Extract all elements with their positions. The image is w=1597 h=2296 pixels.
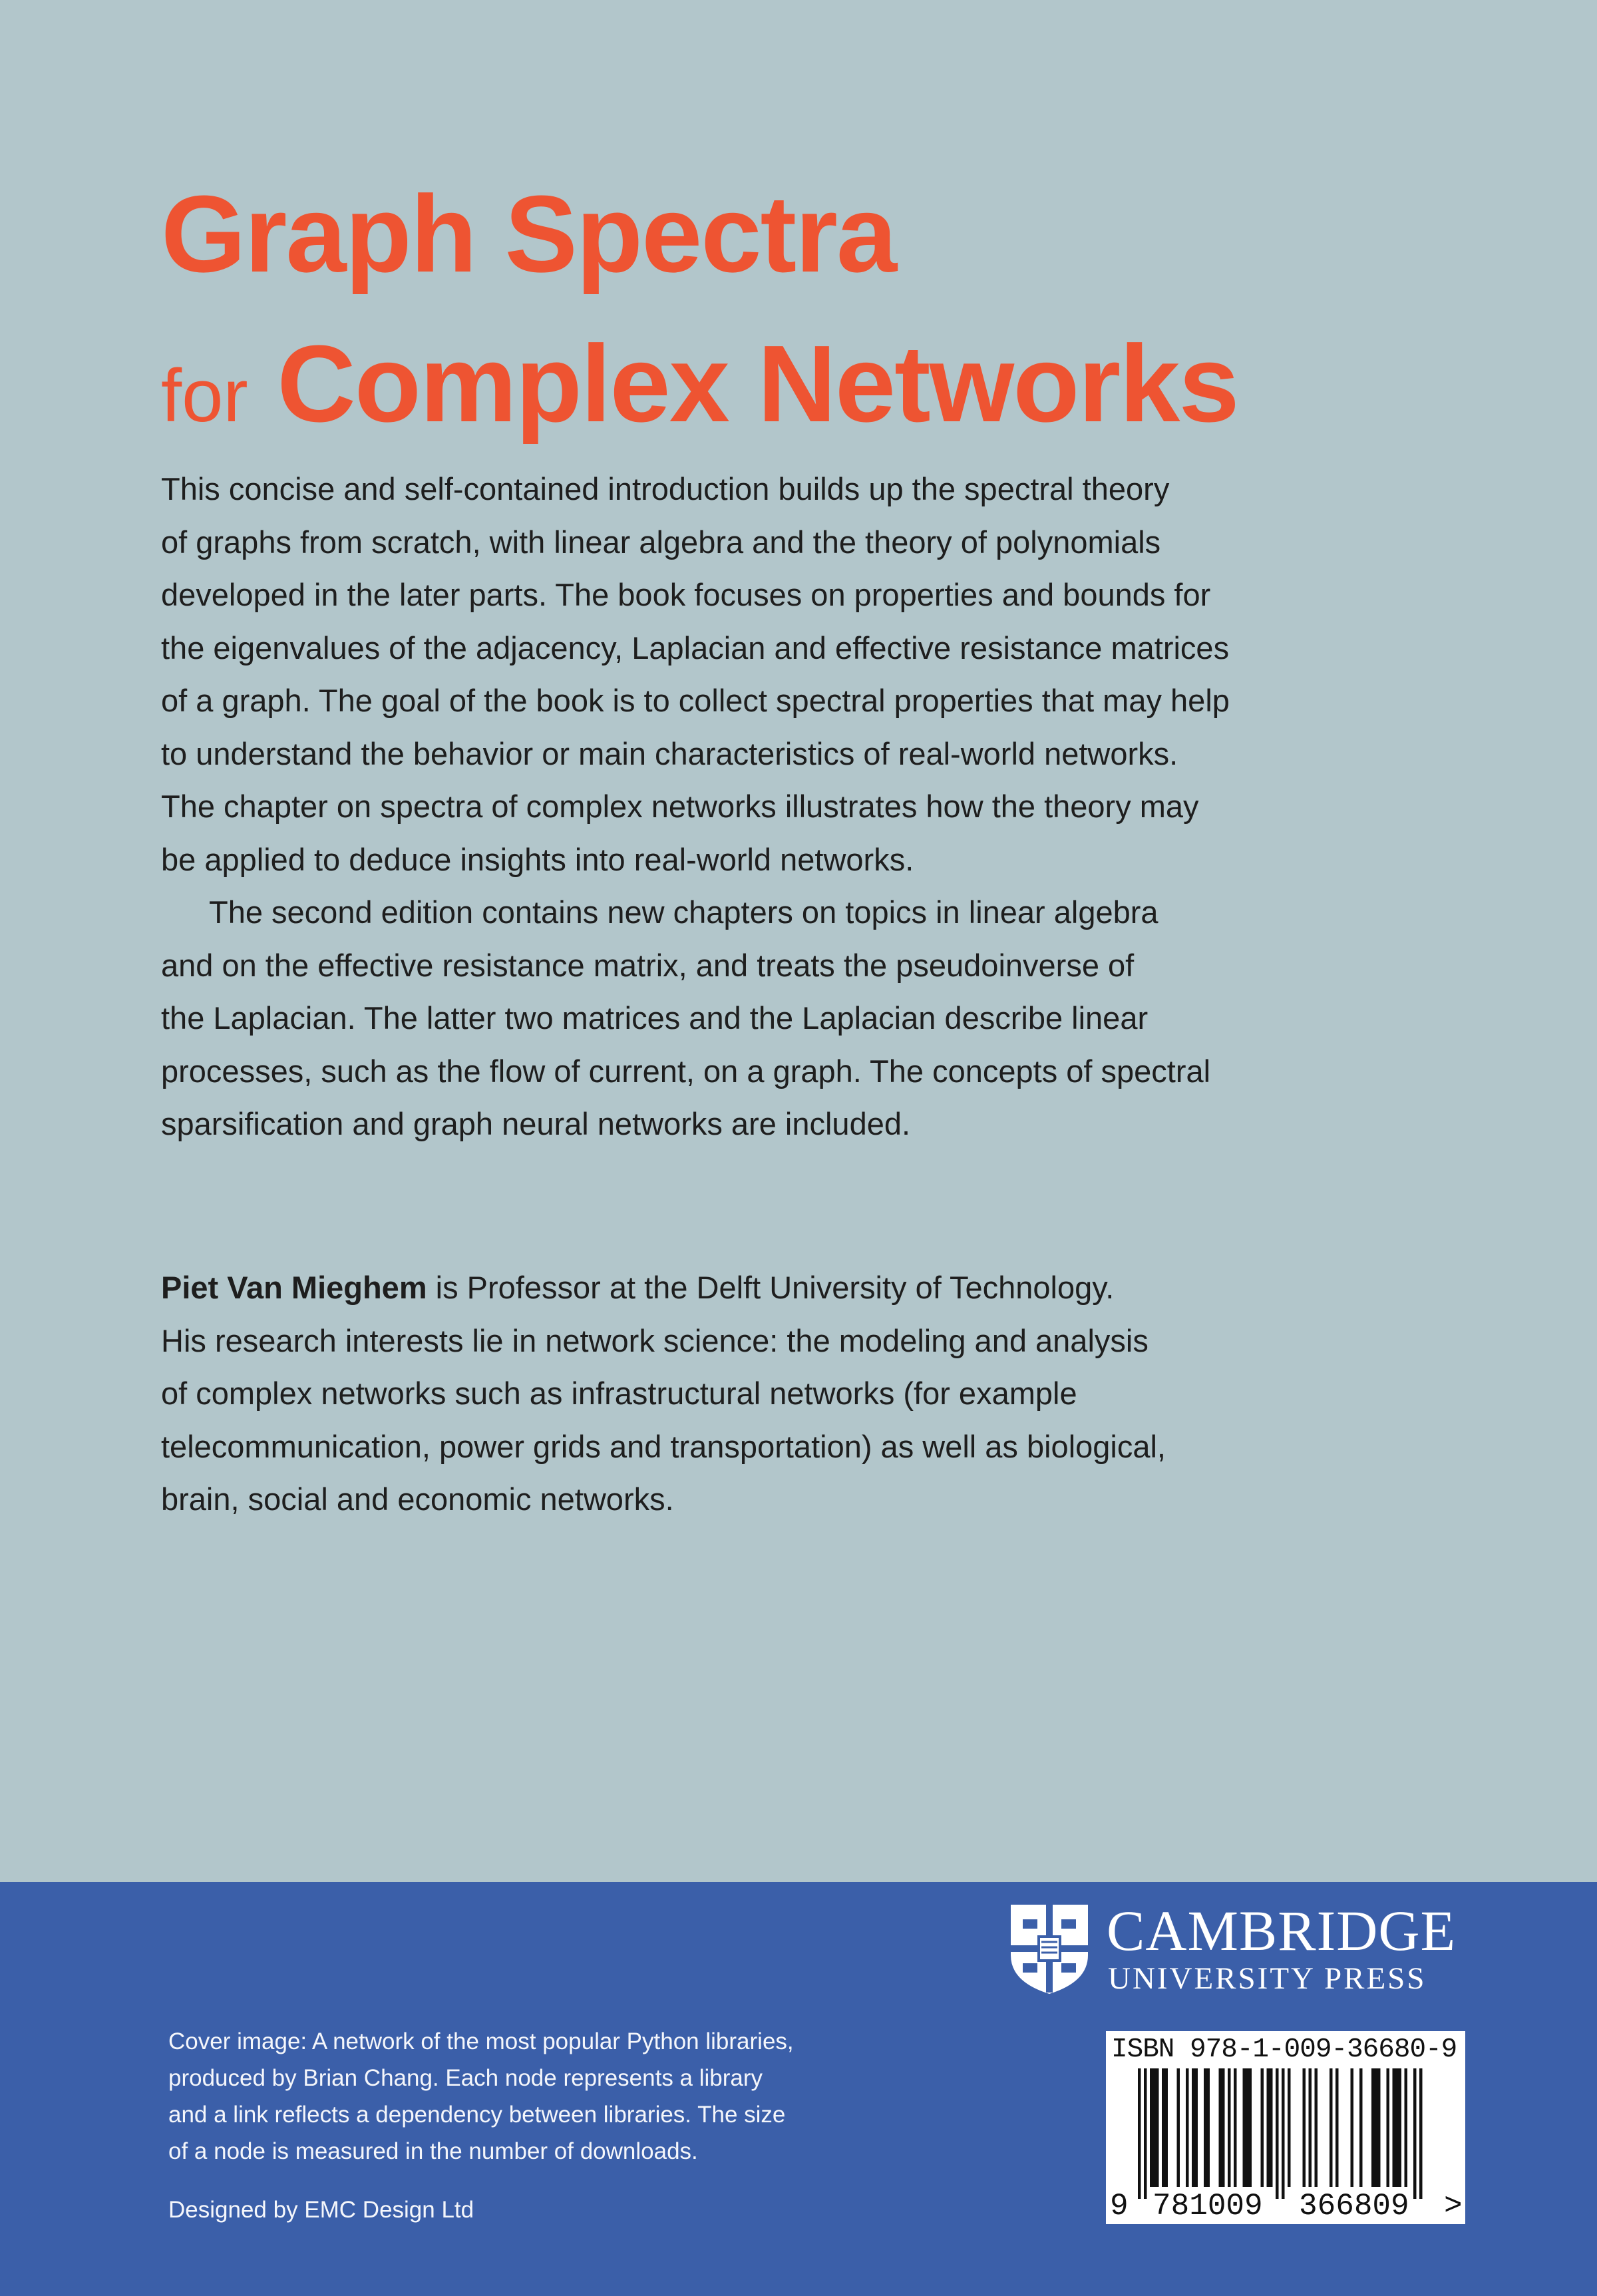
barcode-bar	[1377, 2068, 1381, 2187]
barcode-bar	[1288, 2068, 1291, 2187]
publisher-name: CAMBRIDGE	[1107, 1899, 1457, 1963]
barcode-bar	[1267, 2068, 1270, 2187]
text-line: produced by Brian Chang. Each node represents a library	[168, 2065, 763, 2091]
barcode-bar	[1315, 2068, 1318, 2187]
barcode-bar	[1138, 2068, 1141, 2199]
title-line-1: Graph Spectra	[161, 173, 896, 295]
description-paragraph-1	[161, 463, 1292, 886]
barcode-bar	[1249, 2068, 1252, 2187]
text-line: processes, such as the flow of current, on a graph. The concepts of spectral	[161, 1053, 1211, 1089]
barcode-digits-left: 781009	[1153, 2189, 1263, 2223]
barcode-bar	[1405, 2068, 1408, 2187]
barcode-bar	[1144, 2068, 1147, 2199]
text-line: developed in the later parts. The book focuses on properties and bounds for	[161, 577, 1211, 612]
text-line: brain, social and economic networks.	[161, 1481, 674, 1517]
barcode-bar	[1371, 2068, 1375, 2187]
cover-image-credit	[168, 2023, 867, 2170]
author-bio	[161, 1261, 1292, 1526]
text-line: and a link reflects a dependency between libraries. The size	[168, 2102, 786, 2128]
barcode-bar	[1177, 2068, 1180, 2187]
barcode-bar	[1387, 2068, 1390, 2187]
text-line: His research interests lie in network science: the modeling and analysis	[161, 1322, 1149, 1358]
barcode-bar	[1150, 2068, 1153, 2187]
title-complex-networks: Complex Networks	[277, 323, 1238, 445]
text-line: the Laplacian. The latter two matrices and the Laplacian describe linear	[161, 1000, 1149, 1036]
book-title	[161, 173, 1238, 445]
text-line: The second edition contains new chapters on topics in linear algebra	[209, 894, 1158, 930]
title-for: for	[161, 354, 248, 437]
text-line: telecommunication, power grids and transportation) as well as biological,	[161, 1428, 1166, 1464]
barcode-bar	[1153, 2068, 1156, 2187]
barcode-bar	[1156, 2068, 1159, 2187]
isbn-barcode	[1106, 2031, 1465, 2224]
isbn-label: ISBN 978-1-009-36680-9	[1111, 2034, 1457, 2065]
barcode-bar	[1261, 2068, 1264, 2187]
barcode-bar	[1165, 2068, 1168, 2187]
barcode-bar	[1228, 2068, 1231, 2187]
text-line: the eigenvalues of the adjacency, Laplacian and effective resistance matrices	[161, 630, 1230, 666]
barcode-bar	[1375, 2068, 1378, 2187]
title-line-2	[161, 323, 1238, 445]
barcode-digit-first: 9	[1110, 2189, 1129, 2223]
barcode-bar	[1419, 2068, 1423, 2199]
barcode-bar	[1162, 2068, 1165, 2187]
barcode-bar	[1335, 2068, 1339, 2187]
barcode-bar	[1399, 2068, 1402, 2187]
barcode-bar	[1222, 2068, 1225, 2187]
description-paragraph-2	[161, 886, 1292, 1151]
barcode-bar	[1186, 2068, 1189, 2187]
barcode-digits-right: 366809	[1299, 2189, 1409, 2223]
text-line: This concise and self-contained introduction builds up the spectral theory	[161, 471, 1170, 506]
publisher-subname: UNIVERSITY PRESS	[1108, 1961, 1427, 1996]
author-name: Piet Van Mieghem	[161, 1270, 427, 1305]
designer-credit: Designed by EMC Design Ltd	[168, 2197, 474, 2223]
barcode-bar	[1395, 2068, 1399, 2187]
barcode-bar	[1246, 2068, 1249, 2187]
barcode-bar	[1303, 2068, 1306, 2187]
barcode-end-marker: >	[1444, 2189, 1463, 2223]
barcode-bar	[1330, 2068, 1333, 2187]
barcode-bar	[1204, 2068, 1207, 2187]
text-line: Cover image: A network of the most popular Python libraries,	[168, 2028, 794, 2054]
text-line: of a graph. The goal of the book is to collect spectral properties that may help	[161, 683, 1230, 718]
text-line: be applied to deduce insights into real-world networks.	[161, 841, 914, 877]
barcode-bar	[1309, 2068, 1312, 2187]
text-line: and on the effective resistance matrix, and treats the pseudoinverse of	[161, 947, 1135, 983]
text-line: of a node is measured in the number of downloads.	[168, 2138, 698, 2164]
text-line: to understand the behavior or main characteristics of real-world networks.	[161, 735, 1178, 771]
barcode-bar	[1234, 2068, 1237, 2187]
author-affiliation: is Professor at the Delft University of Technology.	[427, 1270, 1115, 1305]
text-line: of complex networks such as infrastructural networks (for example	[161, 1376, 1077, 1411]
barcode-bar	[1219, 2068, 1222, 2187]
barcode-bar	[1195, 2068, 1198, 2187]
barcode-bar	[1413, 2068, 1417, 2199]
barcode-bar	[1207, 2068, 1210, 2187]
text-line: of graphs from scratch, with linear algebra and the theory of polynomials	[161, 524, 1161, 560]
text-line: The chapter on spectra of complex networks illustrates how the theory may	[161, 789, 1199, 824]
barcode-bar	[1393, 2068, 1396, 2187]
publisher-logo	[1008, 1899, 1474, 2002]
barcode-bar	[1243, 2068, 1246, 2187]
barcode-bar	[1351, 2068, 1354, 2187]
barcode-bar	[1282, 2068, 1285, 2199]
barcode-bar	[1192, 2068, 1195, 2187]
barcode-bar	[1270, 2068, 1273, 2187]
barcode-bar	[1359, 2068, 1363, 2187]
university-crest-icon	[1008, 1902, 1091, 1997]
book-description	[161, 463, 1292, 1151]
text-line: sparsification and graph neural networks are included.	[161, 1106, 911, 1141]
barcode-bar	[1276, 2068, 1279, 2199]
